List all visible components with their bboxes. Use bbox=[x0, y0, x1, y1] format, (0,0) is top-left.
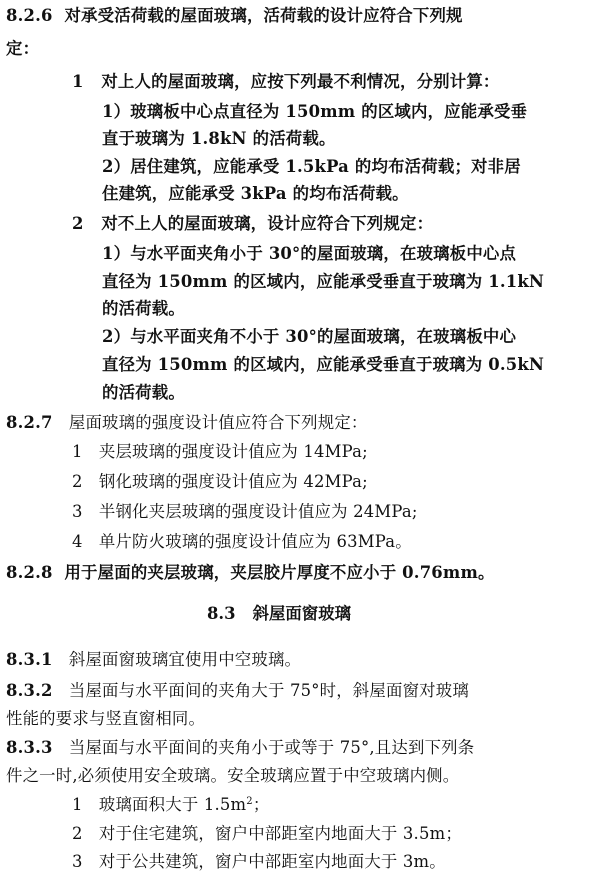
item-text: 对上人的屋面玻璃，应按下列最不利情况，分别计算： bbox=[101, 72, 500, 91]
sub-item-text: 2）居住建筑，应能承受 1.5kPa 的均布活荷载；对非居 bbox=[102, 157, 521, 176]
safety-item-2 bbox=[72, 822, 462, 846]
superscript: 2 bbox=[246, 796, 253, 807]
sub-item-2-2 bbox=[102, 325, 516, 349]
item-text-tail: ； bbox=[252, 795, 270, 814]
clause-8-2-8 bbox=[6, 561, 495, 585]
clause-text: 件之一时,必须使用安全玻璃。安全玻璃应置于中空玻璃内侧。 bbox=[6, 766, 460, 785]
item-text: 对于住宅建筑，窗户中部距室内地面大于 3.5m； bbox=[98, 824, 462, 843]
clause-number: 8.2.8 bbox=[6, 563, 53, 582]
section-heading bbox=[207, 602, 351, 626]
item-number: 2 bbox=[72, 824, 83, 843]
clause-number: 8.3.2 bbox=[6, 681, 53, 700]
sub-item-1-1-cont bbox=[102, 127, 336, 151]
list-item-1 bbox=[72, 70, 500, 94]
item-number: 4 bbox=[72, 532, 83, 551]
list-item-2 bbox=[72, 212, 433, 236]
section-title: 斜屋面窗玻璃 bbox=[252, 604, 351, 623]
sub-item-text: 1）玻璃板中心点直径为 150mm 的区域内，应能承受垂 bbox=[102, 102, 528, 121]
clause-text: 性能的要求与竖直窗相同。 bbox=[6, 709, 206, 728]
sub-item-1-2-cont bbox=[102, 182, 409, 206]
item-text: 对于公共建筑，窗户中部距室内地面大于 3m。 bbox=[98, 852, 446, 871]
clause-number: 8.3.3 bbox=[6, 738, 53, 757]
item-number: 1 bbox=[72, 442, 83, 461]
item-text: 半钢化夹层玻璃的强度设计值应为 24MPa; bbox=[98, 502, 418, 521]
sub-item-2-1-cont2 bbox=[102, 297, 185, 321]
safety-item-3 bbox=[72, 850, 446, 874]
sub-item-text: 直于玻璃为 1.8kN 的活荷载。 bbox=[102, 129, 336, 148]
item-number: 2 bbox=[72, 472, 83, 491]
item-number: 2 bbox=[72, 214, 84, 233]
sub-item-text: 1）与水平面夹角小于 30°的屋面玻璃，在玻璃板中心点 bbox=[102, 244, 517, 263]
sub-item-2-2-cont2 bbox=[102, 381, 185, 405]
clause-number: 8.2.7 bbox=[6, 413, 53, 432]
item-number: 3 bbox=[72, 502, 83, 521]
clause-8-3-3 bbox=[6, 736, 474, 760]
safety-item-1 bbox=[72, 793, 269, 817]
sub-item-text: 直径为 150mm 的区域内，应能承受垂直于玻璃为 1.1kN bbox=[102, 272, 545, 291]
item-text: 钢化玻璃的强度设计值应为 42MPa; bbox=[98, 472, 368, 491]
clause-8-2-6-cont bbox=[6, 37, 39, 61]
clause-text: 当屋面与水平面间的夹角小于或等于 75°,且达到下列条 bbox=[68, 738, 475, 757]
clause-8-3-2 bbox=[6, 679, 469, 703]
item-text: 夹层玻璃的强度设计值应为 14MPa; bbox=[98, 442, 368, 461]
strength-item-1 bbox=[72, 440, 368, 464]
sub-item-text: 2）与水平面夹角不小于 30°的屋面玻璃，在玻璃板中心 bbox=[102, 327, 517, 346]
strength-item-4 bbox=[72, 530, 412, 554]
item-number: 3 bbox=[72, 852, 83, 871]
strength-item-2 bbox=[72, 470, 368, 494]
clause-text: 斜屋面窗玻璃宜使用中空玻璃。 bbox=[68, 650, 302, 669]
sub-item-text: 的活荷载。 bbox=[102, 383, 185, 402]
item-number: 1 bbox=[72, 72, 84, 91]
clause-text: 当屋面与水平面间的夹角大于 75°时，斜屋面窗对玻璃 bbox=[68, 681, 469, 700]
clause-8-3-3-cont bbox=[6, 764, 459, 788]
sub-item-2-1 bbox=[102, 242, 516, 266]
sub-item-text: 住建筑，应能承受 3kPa 的均布活荷载。 bbox=[102, 184, 409, 203]
clause-text: 定： bbox=[6, 39, 40, 58]
sub-item-2-1-cont bbox=[102, 270, 544, 294]
strength-item-3 bbox=[72, 500, 418, 524]
section-number: 8.3 bbox=[207, 604, 236, 623]
clause-number: 8.3.1 bbox=[6, 650, 53, 669]
clause-8-3-2-cont bbox=[6, 707, 205, 731]
clause-text: 对承受活荷载的屋面玻璃，活荷载的设计应符合下列规 bbox=[64, 6, 463, 25]
sub-item-2-2-cont bbox=[102, 353, 544, 377]
item-number: 1 bbox=[72, 795, 83, 814]
sub-item-1-2 bbox=[102, 155, 521, 179]
clause-number: 8.2.6 bbox=[6, 6, 53, 25]
item-text: 单片防火玻璃的强度设计值应为 63MPa。 bbox=[98, 532, 412, 551]
clause-text: 屋面玻璃的强度设计值应符合下列规定： bbox=[68, 413, 368, 432]
sub-item-text: 直径为 150mm 的区域内，应能承受垂直于玻璃为 0.5kN bbox=[102, 355, 545, 374]
sub-item-text: 的活荷载。 bbox=[102, 299, 185, 318]
sub-item-1-1 bbox=[102, 100, 527, 124]
item-text: 玻璃面积大于 1.5m bbox=[98, 795, 247, 814]
item-text: 对不上人的屋面玻璃，设计应符合下列规定： bbox=[101, 214, 434, 233]
clause-8-3-1 bbox=[6, 648, 301, 672]
clause-8-2-7 bbox=[6, 411, 368, 435]
clause-8-2-6 bbox=[6, 4, 463, 28]
clause-text: 用于屋面的夹层玻璃，夹层胶片厚度不应小于 0.76mm。 bbox=[64, 563, 495, 582]
